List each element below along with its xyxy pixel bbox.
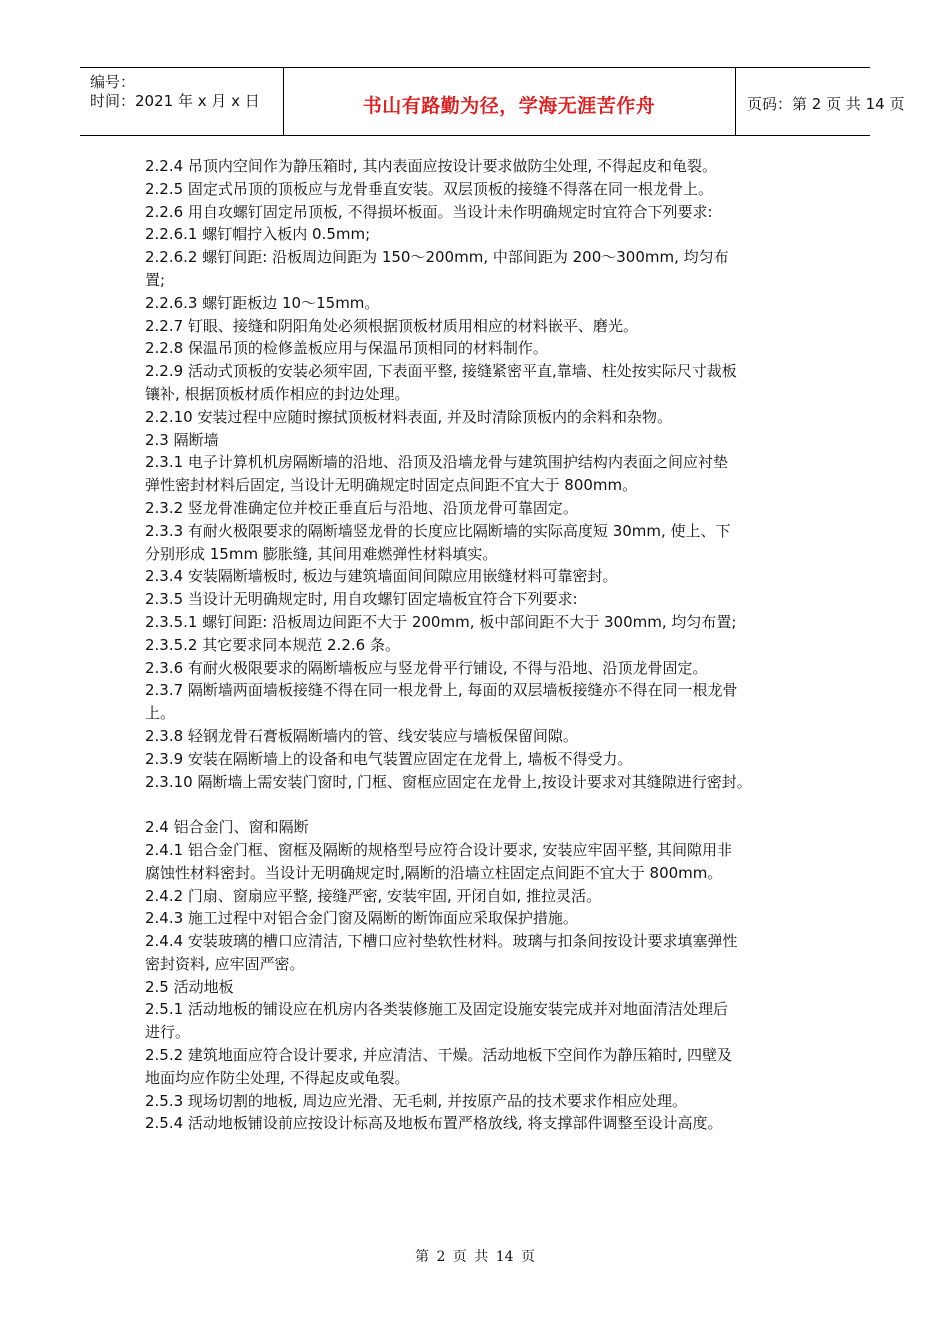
paragraph-line: 2.3.4 安装隔断墙板时, 板边与建筑墙面间间隙应用嵌缝材料可靠密封。 bbox=[145, 567, 618, 586]
paragraph-line: 2.3.6 有耐火极限要求的隔断墙板应与竖龙骨平行铺设, 不得与沿地、沿顶龙骨固定。 bbox=[145, 658, 708, 677]
paragraph-line: 2.5.2 建筑地面应符合设计要求, 并应清洁、干燥。活动地板下空间作为静压箱时, 四壁及 bbox=[145, 1046, 733, 1065]
paragraph-line: 2.3.7 隔断墙两面墙板接缝不得在同一根龙骨上, 每面的双层墙板接缝亦不得在同一根龙骨 bbox=[145, 681, 738, 700]
paragraph-line: 2.2.6 用自攻螺钉固定吊顶板, 不得损坏板面。当设计未作明确规定时宜符合下列要求: bbox=[145, 202, 713, 221]
paragraph-line: 2.2.5 固定式吊顶的顶板应与龙骨垂直安装。双层顶板的接缝不得落在同一根龙骨上。 bbox=[145, 179, 713, 198]
document-number-label: 编号： bbox=[90, 73, 136, 91]
paragraph-line: 2.3.9 安装在隔断墙上的设备和电气装置应固定在龙骨上, 墙板不得受力。 bbox=[145, 749, 633, 768]
paragraph-line: 2.5.1 活动地板的铺设应在机房内各类装修施工及固定设施安装完成并对地面清洁处理后 bbox=[145, 1000, 728, 1019]
section-heading: 2.4 铝合金门、窗和隔断 bbox=[145, 818, 309, 837]
header-page-cell bbox=[735, 68, 905, 135]
paragraph-line: 2.2.8 保温吊顶的检修盖板应用与保温吊顶相同的材料制作。 bbox=[145, 339, 548, 358]
paragraph-line: 弹性密封材料后固定, 当设计无明确规定时固定点间距不宜大于 800mm。 bbox=[145, 476, 638, 495]
paragraph-line: 2.2.6.1 螺钉帽拧入板内 0.5mm; bbox=[145, 225, 371, 244]
paragraph-line: 2.2.4 吊顶内空间作为静压箱时, 其内表面应按设计要求做防尘处理, 不得起皮和龟裂。 bbox=[145, 157, 718, 175]
paragraph-line: 分别形成 15mm 膨胀缝, 其间用难燃弹性材料填实。 bbox=[145, 544, 498, 563]
paragraph-line: 2.3.5 当设计无明确规定时, 用自攻螺钉固定墙板宜符合下列要求: bbox=[145, 590, 578, 609]
paragraph-line: 密封资料, 应牢固严密。 bbox=[145, 954, 305, 973]
paragraph-line: 地面均应作防尘处理, 不得起皮或龟裂。 bbox=[145, 1068, 410, 1087]
paragraph-line: 2.2.6.2 螺钉间距: 沿板周边间距为 150～200mm, 中部间距为 200～300mm, 均匀布 bbox=[145, 248, 729, 267]
paragraph-line: 2.3.1 电子计算机机房隔断墙的沿地、沿顶及沿墙龙骨与建筑围护结构内表面之间应衬垫 bbox=[145, 453, 728, 472]
paragraph-line: 2.3.3 有耐火极限要求的隔断墙竖龙骨的长度应比隔断墙的实际高度短 30mm, 使上、下 bbox=[145, 521, 731, 540]
footer-page-number: 第 2 页 共 14 页 bbox=[415, 1249, 535, 1265]
section-heading: 2.5 活动地板 bbox=[145, 977, 234, 996]
section-heading: 2.3 隔断墙 bbox=[145, 430, 219, 449]
header-page-info: 页码：第 2 页 共 14 页 bbox=[747, 95, 905, 113]
paragraph-line: 2.3.8 轻钢龙骨石膏板隔断墙内的管、线安装应与墙板保留间隙。 bbox=[145, 726, 578, 745]
paragraph-line: 2.4.3 施工过程中对铝合金门窗及隔断的断饰面应采取保护措施。 bbox=[145, 909, 578, 928]
paragraph-line: 2.2.9 活动式顶板的安装必须牢固, 下表面平整, 接缝紧密平直,靠墙、柱处按实际尺寸裁板 bbox=[145, 362, 737, 381]
page-footer bbox=[0, 1246, 950, 1266]
paragraph-line: 2.3.5.2 其它要求同本规范 2.2.6 条。 bbox=[145, 635, 400, 654]
paragraph-line: 2.2.7 钉眼、接缝和阴阳角处必须根据顶板材质用相应的材料嵌平、磨光。 bbox=[145, 316, 638, 335]
document-body bbox=[145, 155, 825, 1135]
paragraph-line: 置; bbox=[145, 270, 166, 289]
paragraph-line: 2.2.6.3 螺钉距板边 10～15mm。 bbox=[145, 293, 380, 312]
paragraph-line: 2.4.1 铝合金门框、窗框及隔断的规格型号应符合设计要求, 安装应牢固平整, 其间隙用非 bbox=[145, 840, 733, 859]
paragraph-line: 进行。 bbox=[145, 1023, 191, 1042]
paragraph-line: 2.3.5.1 螺钉间距: 沿板周边间距不大于 200mm, 板中部间距不大于 300mm, 均匀布置; bbox=[145, 612, 737, 631]
document-date-label: 时间：2021 年 x 月 x 日 bbox=[90, 92, 260, 110]
paragraph-line: 镶补, 根据顶板材质作相应的封边处理。 bbox=[145, 384, 410, 403]
paragraph-line: 2.3.10 隔断墙上需安装门窗时, 门框、窗框应固定在龙骨上,按设计要求对其缝隙进行密封。 bbox=[145, 772, 752, 791]
paragraph-line: 上。 bbox=[145, 704, 176, 723]
paragraph-line: 2.4.4 安装玻璃的槽口应清洁, 下槽口应衬垫软性材料。玻璃与扣条间按设计要求填塞弹性 bbox=[145, 932, 738, 951]
motto-text: 书山有路勤为径，学海无涯苦作舟 bbox=[362, 95, 656, 117]
page-header bbox=[80, 67, 905, 136]
paragraph-line: 2.3.2 竖龙骨准确定位并校正垂直后与沿地、沿顶龙骨可靠固定。 bbox=[145, 498, 578, 517]
paragraph-line: 2.5.3 现场切割的地板, 周边应光滑、无毛刺, 并按原产品的技术要求作相应处理。 bbox=[145, 1091, 688, 1110]
header-motto-cell bbox=[283, 68, 736, 135]
paragraph-line: 2.5.4 活动地板铺设前应按设计标高及地板布置严格放线, 将支撑部件调整至设计高度。 bbox=[145, 1114, 723, 1133]
paragraph-line: 2.4.2 门扇、窗扇应平整, 接缝严密, 安装牢固, 开闭自如, 推拉灵活。 bbox=[145, 886, 602, 905]
paragraph-line: 2.2.10 安装过程中应随时擦拭顶板材料表面, 并及时清除顶板内的余料和杂物。 bbox=[145, 407, 673, 426]
header-meta bbox=[80, 68, 284, 135]
paragraph-line: 腐蚀性材料密封。当设计无明确规定时,隔断的沿墙立柱固定点间距不宜大于 800mm。 bbox=[145, 863, 723, 882]
